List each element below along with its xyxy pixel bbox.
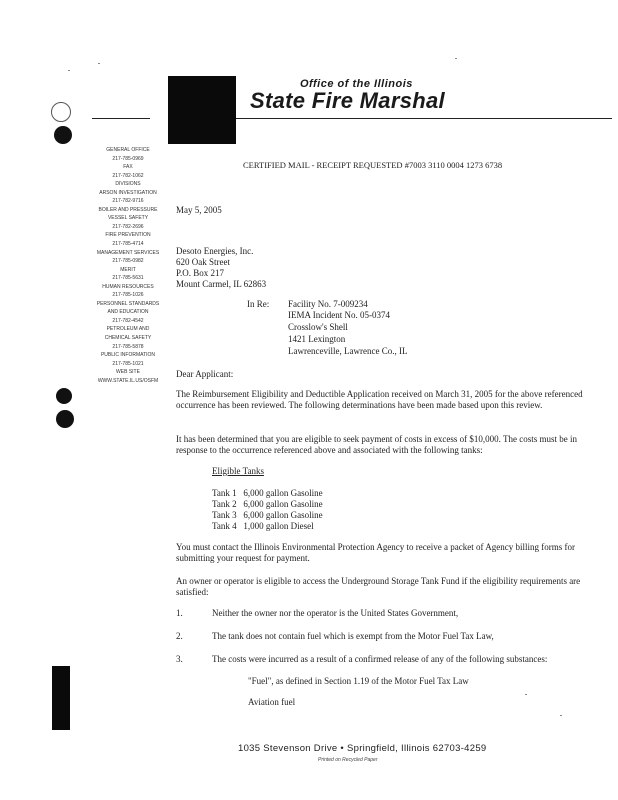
letterhead-office: Office of the Illinois: [300, 78, 413, 90]
requirement-text: Neither the owner nor the operator is the United States Government,: [212, 608, 459, 618]
sidebar-line: WWW.STATE.IL.US/OSFM: [97, 377, 159, 384]
sidebar-line: HUMAN RESOURCES: [102, 283, 154, 290]
tank-line: Tank 2 6,000 gallon Gasoline: [212, 499, 323, 509]
requirement-number: 1.: [176, 608, 183, 618]
sidebar-line: 217-785-0982: [112, 258, 144, 265]
re-iema: IEMA Incident No. 05-0374: [288, 310, 390, 320]
sidebar-line: 217-782-1062: [112, 172, 144, 179]
letterhead-rule: [236, 118, 612, 119]
punch-hole-top-filled: [54, 126, 72, 144]
paragraph-requirements: An owner or operator is eligible to access the Underground Storage Tank Fund if the eligibility requirements are satisfied:: [176, 576, 581, 597]
scan-speck: [525, 694, 527, 695]
paragraph-eligibility: It has been determined that you are eligible to seek payment of costs in excess of $10,000. The costs must be in response to the occurrence referenced above and associated with the following tanks:: [176, 434, 577, 455]
requirement-number: 2.: [176, 631, 183, 641]
sidebar-line: 217-785-1026: [112, 292, 144, 299]
scan-speck: [560, 715, 562, 716]
letterhead-rule-left: [92, 118, 150, 119]
tank-line: Tank 1 6,000 gallon Gasoline: [212, 488, 323, 498]
sidebar-line: VESSEL SAFETY: [107, 215, 149, 222]
substance-item: "Fuel", as defined in Section 1.19 of the Motor Fuel Tax Law: [248, 676, 469, 686]
sidebar-line: 217-785-4714: [112, 241, 144, 248]
addressee-city: Mount Carmel, IL 62863: [176, 279, 267, 289]
sidebar-line: PERSONNEL STANDARDS: [96, 300, 160, 307]
certified-mail-line: CERTIFIED MAIL - RECEIPT REQUESTED #7003 3110 0004 1273 6738: [243, 160, 503, 170]
punch-hole-middle: [56, 388, 72, 404]
requirement-number: 3.: [176, 654, 183, 664]
scan-speck: [68, 70, 70, 71]
sidebar-contact-list: [88, 146, 168, 385]
sidebar-line: MANAGEMENT SERVICES: [96, 249, 160, 256]
sidebar-line: BOILER AND PRESSURE: [98, 206, 158, 213]
requirement-text: The costs were incurred as a result of a confirmed release of any of the following substances:: [212, 654, 548, 664]
footer-address: 1035 Stevenson Drive • Springfield, Illinois 62703-4259: [238, 743, 487, 754]
re-address: 1421 Lexington: [288, 334, 346, 344]
sidebar-line: FIRE PREVENTION: [105, 232, 151, 239]
sidebar-line: 217-785-5878: [112, 343, 144, 350]
sidebar-line: GENERAL OFFICE: [106, 147, 150, 153]
sidebar-line: 217-782-4542: [112, 317, 144, 324]
tank-line: Tank 3 6,000 gallon Gasoline: [212, 510, 323, 520]
sidebar-line: PETROLEUM AND: [106, 326, 150, 333]
punch-hole-top: [51, 102, 71, 122]
sidebar-line: PUBLIC INFORMATION: [100, 352, 156, 359]
re-site: Crosslow's Shell: [288, 322, 348, 332]
bottom-left-redaction-block: [52, 666, 70, 730]
sidebar-line: FAX: [123, 164, 133, 171]
sidebar-line: 217-785-0969: [112, 155, 144, 162]
letterhead-title: State Fire Marshal: [250, 88, 445, 113]
tank-line: Tank 4 1,000 gallon Diesel: [212, 521, 314, 531]
paragraph-review: The Reimbursement Eligibility and Deductible Application received on March 31, 2005 for the above referenced occurrence has been reviewed. The following determinations have been made based upon this review.: [176, 389, 583, 410]
sidebar-line: 217-785-1021: [112, 360, 144, 367]
sidebar-line: ARSON INVESTIGATION: [99, 189, 157, 196]
sidebar-line: CHEMICAL SAFETY: [104, 335, 152, 342]
sidebar-line: 217-785-5631: [112, 275, 144, 282]
requirement-text: The tank does not contain fuel which is exempt from the Motor Fuel Tax Law,: [212, 631, 494, 641]
sidebar-line: 217-782-2696: [112, 223, 144, 230]
re-city: Lawrenceville, Lawrence Co., IL: [288, 346, 408, 356]
addressee-name: Desoto Energies, Inc.: [176, 246, 254, 256]
paragraph-contact-iepa: You must contact the Illinois Environmental Protection Agency to receive a packet of Agency billing forms for submitting your request for payment.: [176, 542, 575, 563]
footer-recycled: Printed on Recycled Paper: [318, 757, 378, 763]
substance-item: Aviation fuel: [248, 697, 296, 707]
sidebar-line: DIVISIONS: [115, 181, 141, 188]
sidebar-line: WEB SITE: [116, 369, 140, 376]
re-facility: Facility No. 7-009234: [288, 299, 368, 309]
salutation: Dear Applicant:: [176, 369, 234, 379]
scan-speck: [98, 63, 100, 64]
letter-date: May 5, 2005: [176, 205, 222, 215]
addressee-street: 620 Oak Street: [176, 257, 230, 267]
re-label: In Re:: [247, 299, 270, 309]
sidebar-line: MERIT: [120, 266, 136, 273]
punch-hole-middle-2: [56, 410, 74, 428]
eligible-tanks-heading: Eligible Tanks: [212, 466, 264, 476]
scan-speck: [455, 58, 457, 59]
sidebar-line: AND EDUCATION: [107, 309, 149, 316]
addressee-po-box: P.O. Box 217: [176, 268, 225, 278]
sidebar-line: 217-782-9716: [112, 198, 144, 205]
letterhead-seal-block: [168, 76, 236, 144]
